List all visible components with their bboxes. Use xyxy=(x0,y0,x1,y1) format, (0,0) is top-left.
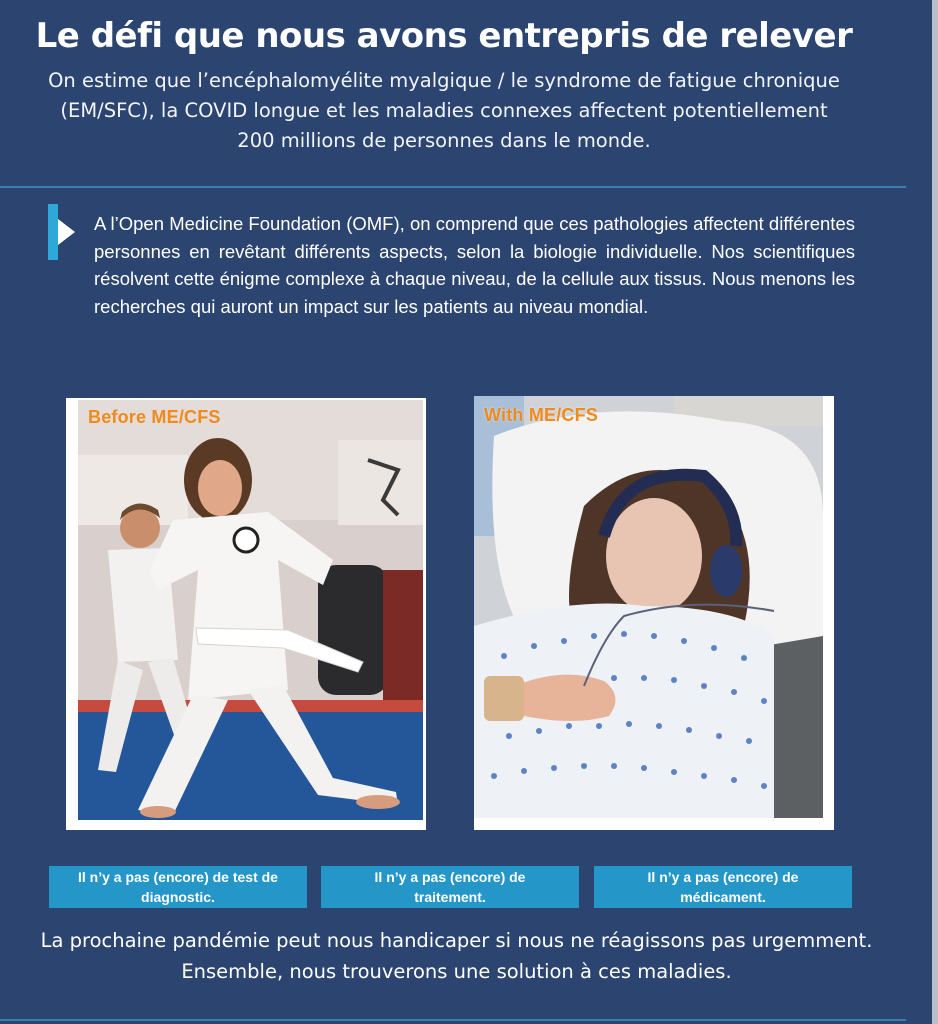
section-marker xyxy=(48,204,58,260)
with-photo xyxy=(474,396,823,818)
intro-paragraph: A l’Open Medicine Foundation (OMF), on comprend que ces pathologies affectent différentes personnes en revêtant différents aspects, selon la biologie individuelle. Nos scientifiques résolvent cette énigme complexe à chaque niveau, de la cellule aux tissus. Nous menons les recherches qui auront un impact sur les patients au niveau mondial. xyxy=(94,213,855,317)
page-edge-strip xyxy=(932,0,938,1024)
closing-line-1: La prochaine pandémie peut nous handicaper si nous ne réagissons pas urgemment. xyxy=(40,929,873,952)
page-subtitle: On estime que l’encéphalomyélite myalgique / le syndrome de fatigue chronique (EM/SFC), la COVID longue et les maladies connexes affectent potentiellement 200 millions de personnes dans le monde. xyxy=(48,69,840,152)
arrow-right-icon xyxy=(58,219,75,245)
before-label: Before ME/CFS xyxy=(88,407,221,427)
before-photo xyxy=(78,400,423,820)
fact-no-medication: Il n’y a pas (encore) de médicament. xyxy=(594,866,852,908)
with-label: With ME/CFS xyxy=(484,405,599,425)
top-divider xyxy=(0,186,906,188)
page-title: Le défi que nous avons entrepris de relever xyxy=(35,16,853,56)
closing-line-2: Ensemble, nous trouverons une solution à ces maladies. xyxy=(181,959,732,983)
bottom-divider xyxy=(0,1019,906,1021)
fact-no-treatment: Il n’y a pas (encore) de traitement. xyxy=(321,866,579,908)
fact-no-diagnostic-test: Il n’y a pas (encore) de test de diagnostic. xyxy=(49,866,307,908)
closing-message xyxy=(40,926,873,987)
